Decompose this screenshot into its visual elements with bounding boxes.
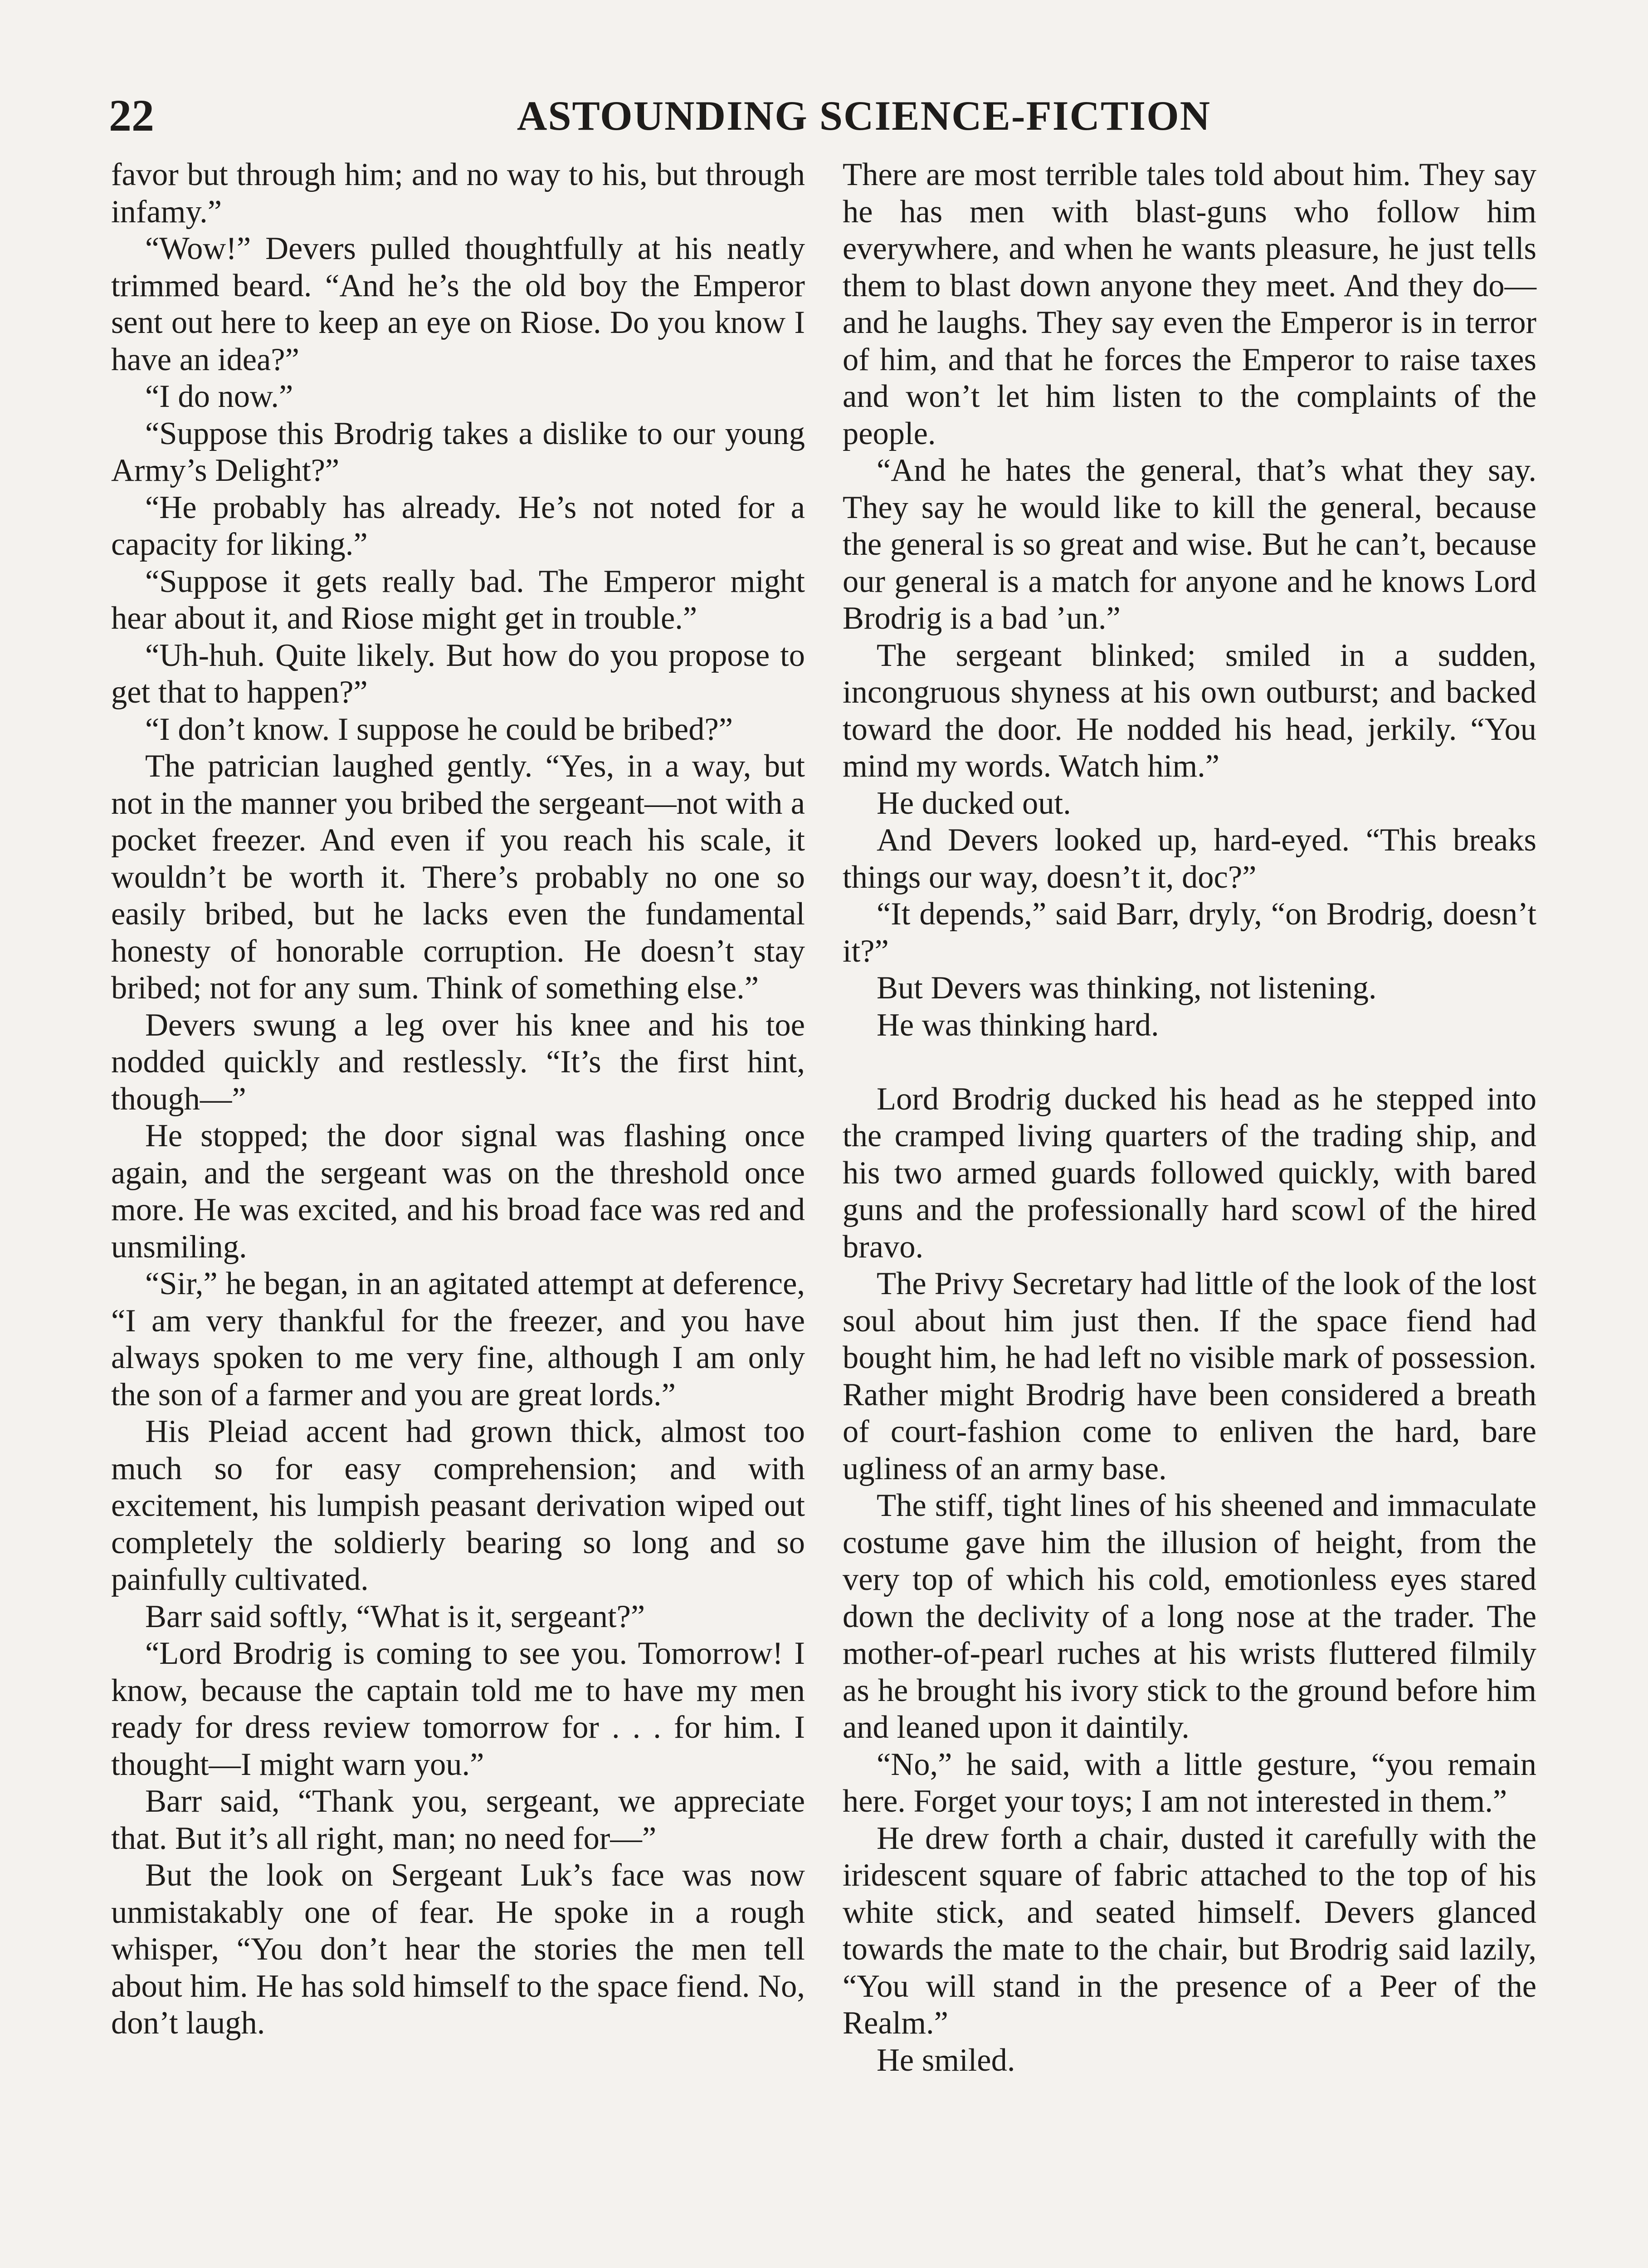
- paragraph: Barr said softly, “What is it, sergeant?”: [145, 1598, 645, 1634]
- paragraph: There are most terrible tales told about him. They say he has men with blast-guns who follow him everywhere, and when he wants pleasure, he just tells them to blast down anyone they meet. And they do—and he laughs. They say even the Emperor is in terror of him, and that he forces the Emperor to raise taxes and won’t let him listen to the complaints of the people.: [843, 157, 1536, 451]
- paragraph: “No,” he said, with a little gesture, “you remain here. Forget your toys; I am not interested in them.”: [843, 1746, 1536, 1819]
- paragraph: “I don’t know. I suppose he could be bribed?”: [145, 711, 733, 747]
- paragraph: The stiff, tight lines of his sheened and immaculate costume gave him the illusion of height, from the very top of which his cold, emotionless eyes stared down the declivity of a long nose at the trader. The mother-of-pearl ruches at his wrists fluttered filmily as he brought his ivory stick to the ground before him and leaned upon it daintily.: [843, 1488, 1536, 1745]
- paragraph: He drew forth a chair, dusted it carefully with the iridescent square of fabric attached to the top of his white stick, and seated himself. Devers glanced towards the mate to the chair, but Brodrig said lazily, “You will stand in the presence of a Peer of the Realm.”: [843, 1820, 1536, 2041]
- paragraph: “Lord Brodrig is coming to see you. Tomorrow! I know, because the captain told me to have my men ready for dress review tomorrow for . . . for him. I thought—I might warn you.”: [111, 1636, 805, 1782]
- paragraph: “I do now.”: [145, 379, 293, 414]
- paragraph: Barr said, “Thank you, sergeant, we appreciate that. But it’s all right, man; no need for—”: [111, 1784, 805, 1856]
- right-column: [843, 156, 1536, 2079]
- paragraph: He ducked out.: [877, 785, 1071, 821]
- paragraph: “It depends,” said Barr, dryly, “on Brodrig, doesn’t it?”: [843, 896, 1536, 969]
- paragraph: “Sir,” he began, in an agitated attempt at deference, “I am very thankful for the freezer, and you have always spoken to me very fine, although I am only the son of a farmer and you are great lords.”: [111, 1266, 805, 1413]
- left-column: [111, 156, 805, 2042]
- paragraph: “He probably has already. He’s not noted for a capacity for liking.”: [111, 489, 805, 562]
- paragraph: “Suppose it gets really bad. The Emperor might hear about it, and Riose might get in trouble.”: [111, 563, 805, 636]
- page-header: [109, 88, 1619, 143]
- paragraph: favor but through him; and no way to his, but through infamy.”: [111, 157, 805, 230]
- running-title: ASTOUNDING SCIENCE-FICTION: [517, 93, 1211, 139]
- paragraph: And Devers looked up, hard-eyed. “This breaks things our way, doesn’t it, doc?”: [843, 822, 1536, 895]
- paragraph: “Suppose this Brodrig takes a dislike to our young Army’s Delight?”: [111, 415, 805, 488]
- paragraph: But the look on Sergeant Luk’s face was now unmistakably one of fear. He spoke in a rough whisper, “You don’t hear the stories the men tell about him. He has sold himself to the space fiend. No, don’t laugh.: [111, 1857, 805, 2041]
- paragraph: Lord Brodrig ducked his head as he stepped into the cramped living quarters of the trading ship, and his two armed guards followed quickly, with bared guns and the professionally hard scowl of the hired bravo.: [843, 1081, 1536, 1265]
- paragraph: The patrician laughed gently. “Yes, in a way, but not in the manner you bribed the sergeant—not with a pocket freezer. And even if you reach his scale, it wouldn’t be worth it. There’s probably no one so easily bribed, but he lacks even the fundamental honesty of honorable corruption. He doesn’t stay bribed; not for any sum. Think of something else.”: [111, 748, 805, 1006]
- page-number: 22: [109, 90, 154, 141]
- paragraph: “Uh-huh. Quite likely. But how do you propose to get that to happen?”: [111, 637, 805, 710]
- paragraph: The sergeant blinked; smiled in a sudden, incongruous shyness at his own outburst; and backed toward the door. He nodded his head, jerkily. “You mind my words. Watch him.”: [843, 637, 1536, 784]
- paragraph: “Wow!” Devers pulled thoughtfully at his neatly trimmed beard. “And he’s the old boy the Emperor sent out here to keep an eye on Riose. Do you know I have an idea?”: [111, 231, 805, 377]
- section-break: [843, 1044, 1536, 1081]
- paragraph: He stopped; the door signal was flashing once again, and the sergeant was on the threshold once more. He was excited, and his broad face was red and unsmiling.: [111, 1118, 805, 1265]
- paragraph: But Devers was thinking, not listening.: [877, 970, 1377, 1006]
- paragraph: “And he hates the general, that’s what they say. They say he would like to kill the general, because the general is so great and wise. But he can’t, because our general is a match for anyone and he knows Lord Brodrig is a bad ’un.”: [843, 453, 1536, 636]
- paragraph: His Pleiad accent had grown thick, almost too much so for easy comprehension; and with excitement, his lumpish peasant derivation wiped out completely the soldierly bearing so long and so painfully cultivated.: [111, 1414, 805, 1597]
- paragraph: The Privy Secretary had little of the look of the lost soul about him just then. If the space fiend had bought him, he had left no visible mark of possession. Rather might Brodrig have been considered a breath of court-fashion come to enliven the hard, bare ugliness of an army base.: [843, 1266, 1536, 1486]
- paragraph: He smiled.: [877, 2042, 1015, 2078]
- paragraph: Devers swung a leg over his knee and his toe nodded quickly and restlessly. “It’s the first hint, though—”: [111, 1007, 805, 1117]
- paragraph: He was thinking hard.: [877, 1007, 1159, 1043]
